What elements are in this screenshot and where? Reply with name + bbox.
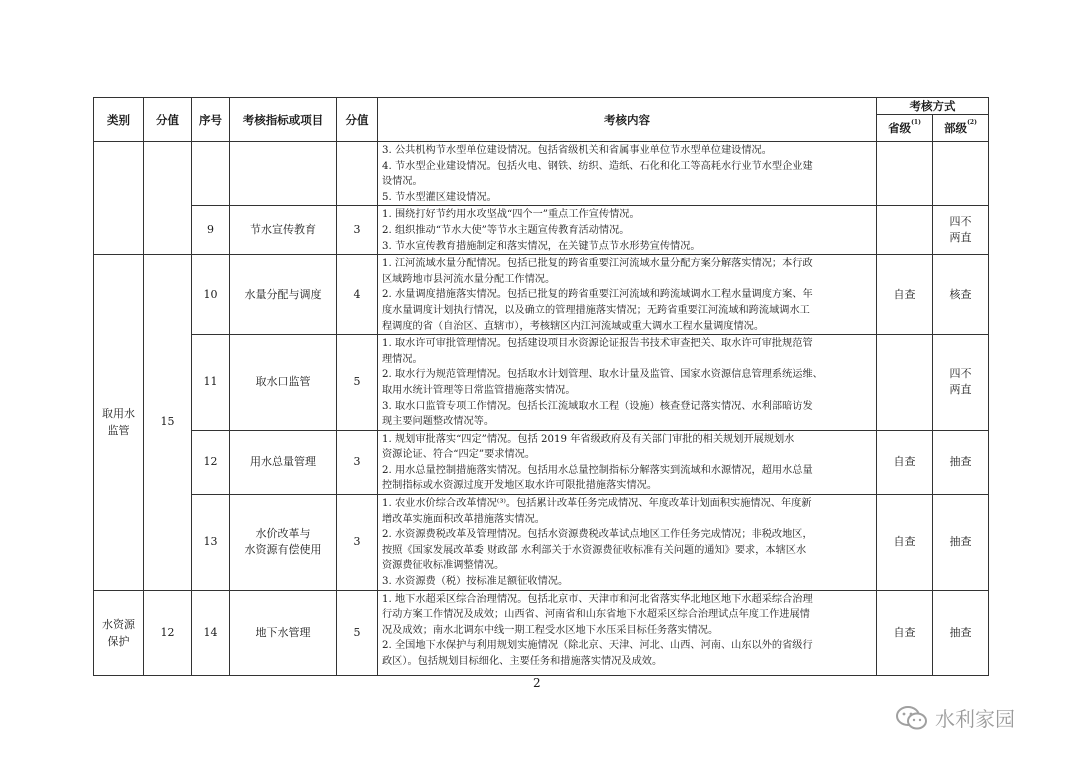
table-row <box>94 430 989 494</box>
category-cell-empty <box>94 142 144 255</box>
seq-cell: 11 <box>192 335 230 431</box>
score-cell: 3 <box>337 206 378 255</box>
provincial-cell: 自查 <box>877 590 933 675</box>
provincial-cell: 自查 <box>877 255 933 335</box>
header-content: 考核内容 <box>378 98 877 142</box>
header-score: 分值 <box>144 98 192 142</box>
seq-cell: 10 <box>192 255 230 335</box>
ministry-cell <box>933 142 989 206</box>
table-row <box>94 255 989 335</box>
content-cell: 1. 地下水超采区综合治理情况。包括北京市、天津市和河北省落实华北地区地下水超采综合治理 行动方案工作情况及成效；山西省、河南省和山东省地下水超采区综合治理试点年度工作进展情 况及成效；南水北调东中线一期工程受水区地下水压采目标任务落实情况。 2. 全国地下水保护与利用规划实施情况（除北京、天津、河北、山西、河南、山东以外的省级行 政区）。包括规划目标细化、主要任务和措施落实情况及成效。 <box>378 590 877 675</box>
group-score-cell: 15 <box>144 255 192 590</box>
content-cell: 1. 农业水价综合改革情况⁽³⁾。包括累计改革任务完成情况、年度改革计划面积实施情况、年度新 增改革实施面积改革措施落实情况。 2. 水资源费税改革及管理情况。包括水资源费税改革试点地区工作任务完成情况；非税改地区， 按照《国家发展改革委 财政部 水利部关于水资源费征收标准有关问题的通知》要求，本辖区水 资源费征收标准调整情况。 3. 水资源费（税）按标准足额征收情况。 <box>378 495 877 591</box>
seq-cell: 13 <box>192 495 230 591</box>
header-method: 考核方式 <box>877 98 989 115</box>
ministry-cell: 抽查 <box>933 495 989 591</box>
ministry-cell: 抽查 <box>933 590 989 675</box>
ministry-cell: 核查 <box>933 255 989 335</box>
indicator-cell: 用水总量管理 <box>230 430 337 494</box>
indicator-cell: 地下水管理 <box>230 590 337 675</box>
indicator-cell: 节水宣传教育 <box>230 206 337 255</box>
ministry-cell: 四不 两直 <box>933 335 989 431</box>
header-ministry: 部级$^{(2)}$ <box>933 115 989 142</box>
provincial-cell: 自查 <box>877 430 933 494</box>
provincial-cell <box>877 206 933 255</box>
seq-cell: 14 <box>192 590 230 675</box>
ministry-cell: 抽查 <box>933 430 989 494</box>
indicator-cell <box>230 142 337 206</box>
header-category: 类别 <box>94 98 144 142</box>
header-indicator: 考核指标或项目 <box>230 98 337 142</box>
page-number: 2 <box>533 676 541 690</box>
watermark-text: 水利家园 <box>935 707 1015 731</box>
table-row <box>94 590 989 675</box>
category-cell: 取用水 监管 <box>94 255 144 590</box>
content-cell: 1. 江河流域水量分配情况。包括已批复的跨省重要江河流域水量分配方案分解落实情况；本行政 区域跨地市县河流水量分配工作情况。 2. 水量调度措施落实情况。包括已批复的跨省重要江河流域和跨流域调水工程水量调度方案、年 度水量调度计划执行情况，以及确立的管理措施落实情况；无跨省重要江河流域和跨流域调水工 程调度的省（自治区、直辖市），考核辖区内江河流域或重大调水工程水量调度情况。 <box>378 255 877 335</box>
content-cell: 1. 取水许可审批管理情况。包括建设项目水资源论证报告书技术审查把关、取水许可审批规范管 理情况。 2. 取水行为规范管理情况。包括取水计划管理、取水计量及监管、国家水资源信息管理系统运维、 取用水统计管理等日常监管措施落实情况。 3. 取水口监管专项工作情况。包括长江流域取水工程（设施）核查登记落实情况、水利部暗访发 现主要问题整改情况等。 <box>378 335 877 431</box>
ministry-cell: 四不 两直 <box>933 206 989 255</box>
indicator-cell: 水价改革与 水资源有偿使用 <box>230 495 337 591</box>
table-row <box>94 495 989 591</box>
assessment-table <box>93 97 989 676</box>
provincial-cell: 自查 <box>877 495 933 591</box>
score-cell <box>337 142 378 206</box>
header-provincial: 省级$^{(1)}$ <box>877 115 933 142</box>
wechat-icon <box>895 705 929 731</box>
table-row <box>94 142 989 206</box>
indicator-cell: 水量分配与调度 <box>230 255 337 335</box>
content-cell: 3. 公共机构节水型单位建设情况。包括省级机关和省属事业单位节水型单位建设情况。 4. 节水型企业建设情况。包括火电、钢铁、纺织、造纸、石化和化工等高耗水行业节水型企业建 设情况。 5. 节水型灌区建设情况。 <box>378 142 877 206</box>
score-cell: 5 <box>337 590 378 675</box>
content-cell: 1. 规划审批落实“四定”情况。包括 2019 年省级政府及有关部门审批的相关规划开展规划水 资源论证、符合“四定”要求情况。 2. 用水总量控制措施落实情况。包括用水总量控制指标分解落实到流域和水源情况，超用水总量 控制指标或水资源过度开发地区取水许可限批措施落实情况。 <box>378 430 877 494</box>
score-cell-empty <box>144 142 192 255</box>
score-cell: 5 <box>337 335 378 431</box>
header-score-2: 分值 <box>337 98 378 142</box>
category-cell: 水资源 保护 <box>94 590 144 675</box>
seq-cell: 12 <box>192 430 230 494</box>
provincial-cell <box>877 142 933 206</box>
score-cell: 3 <box>337 495 378 591</box>
indicator-cell: 取水口监管 <box>230 335 337 431</box>
table-row <box>94 335 989 431</box>
score-cell: 4 <box>337 255 378 335</box>
header-seq: 序号 <box>192 98 230 142</box>
seq-cell <box>192 142 230 206</box>
content-cell: 1. 围绕打好节约用水攻坚战“四个一”重点工作宣传情况。 2. 组织推动“节水大使”等节水主题宣传教育活动情况。 3. 节水宣传教育措施制定和落实情况，在关键节点节水形势宣传情况。 <box>378 206 877 255</box>
seq-cell: 9 <box>192 206 230 255</box>
table-row <box>94 206 989 255</box>
watermark <box>895 703 1015 732</box>
group-score-cell: 12 <box>144 590 192 675</box>
score-cell: 3 <box>337 430 378 494</box>
provincial-cell <box>877 335 933 431</box>
